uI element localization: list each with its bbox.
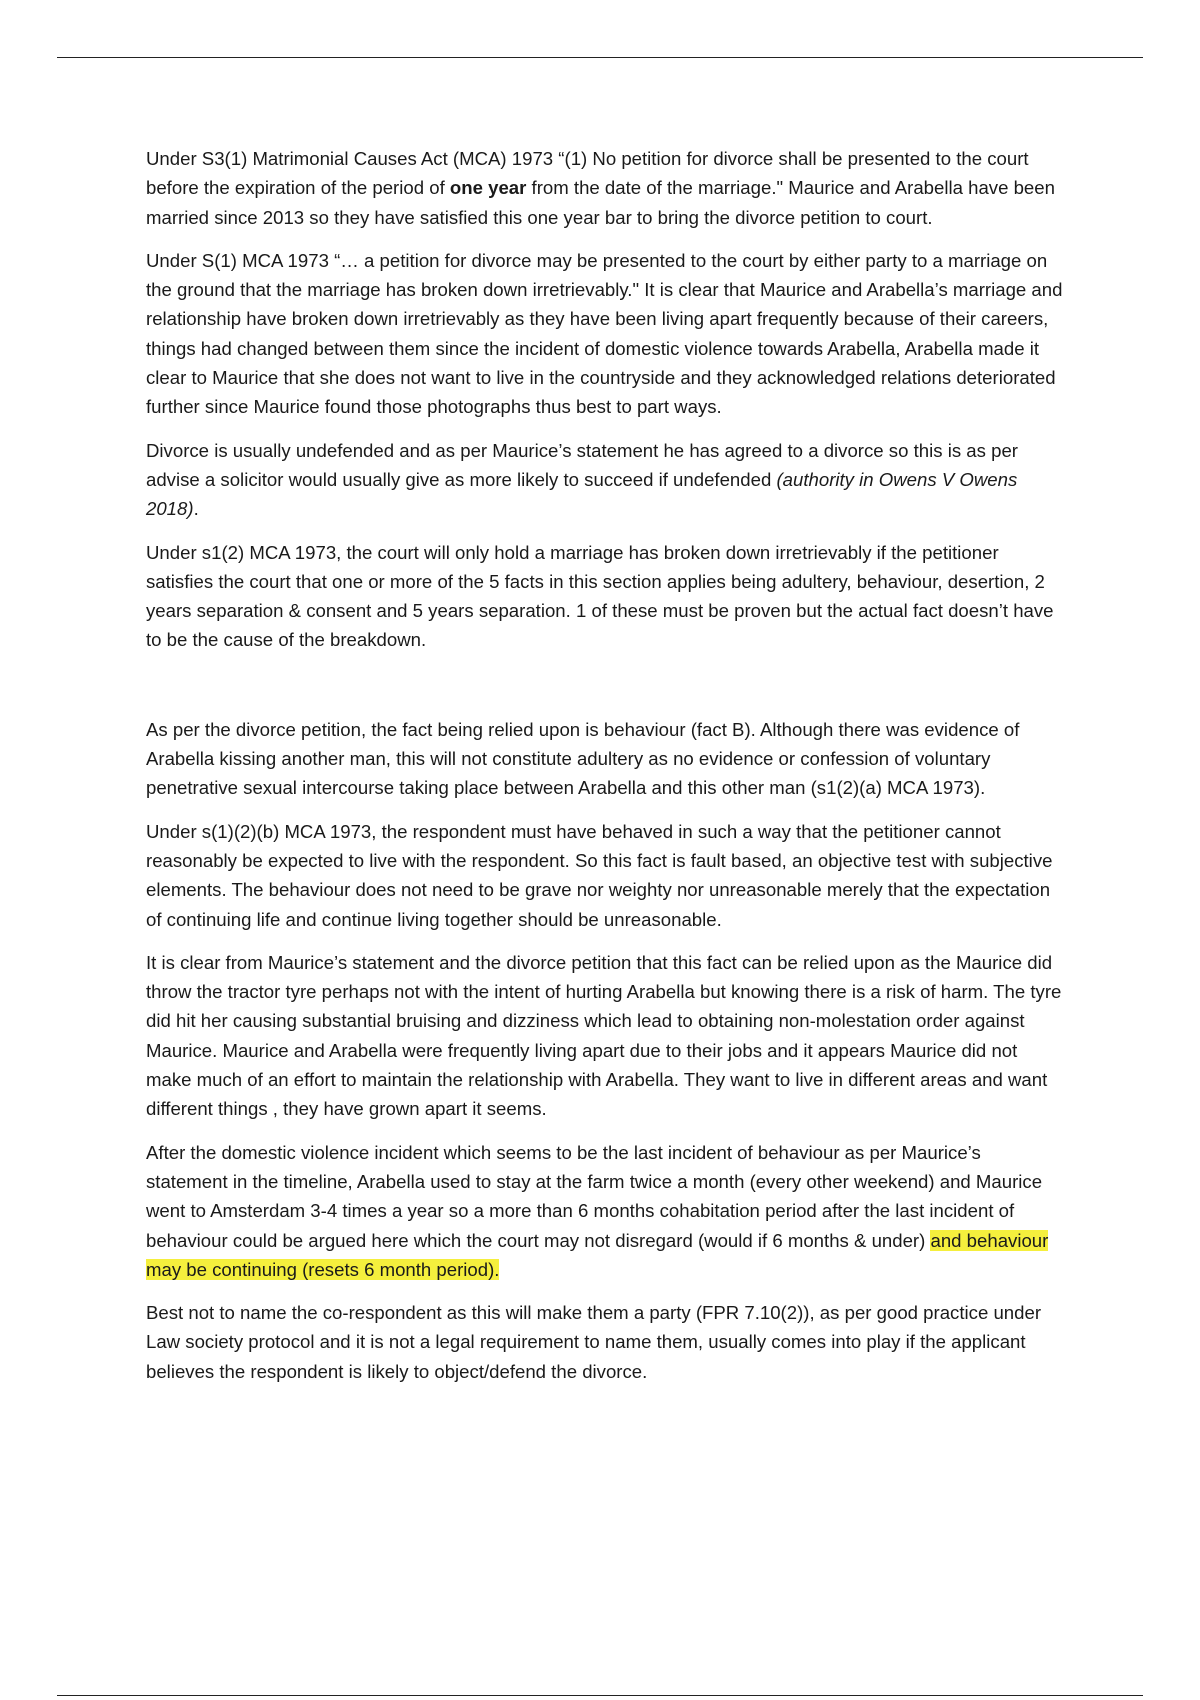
- p8-text-a: After the domestic violence incident which seems to be the last incident of behaviour as per Maurice’s statement in the timeline, Arabella used to stay at the farm twice a month (every other weekend) and Maurice went to Amsterdam 3-4 times a year so a more than 6 months cohabitation period after the last incident of behaviour could be argued here which the court may not disregard (would if 6 months & under): [146, 1141, 1043, 1251]
- p3-text-a: Divorce is usually undefended and as per Maurice’s statement he has agreed to a divorce so this is as per advise a solicitor would usually give as more likely to succeed if undefended: [146, 439, 1018, 490]
- p3-italic-authority: (authority in Owens V Owens 2018): [146, 468, 1018, 520]
- p3-text-c: .: [193, 498, 199, 520]
- document-body: [146, 144, 1066, 1400]
- p1-bold-one-year: one year: [449, 177, 527, 199]
- bottom-rule: [57, 1695, 1143, 1696]
- paragraph-tractor-tyre: It is clear from Maurice’s statement and the divorce petition that this fact can be relied upon as the Maurice did throw the tractor tyre perhaps not with the intent of hurting Arabella but knowing there is a risk of harm. The tyre did hit her causing substantial bruising and dizziness which lead to obtaining non-molestation order against Maurice. Maurice and Arabella were frequently living apart due to their jobs and it appears Maurice did not make much of an effort to maintain the relationship with Arabella. They want to live in different areas and want different things , they have grown apart it seems.: [146, 951, 1062, 1120]
- p8-highlighted-text: and behaviour may be continuing (resets 6 month period).: [146, 1229, 1049, 1280]
- paragraph-one-year-bar: [146, 144, 1066, 232]
- paragraph-cohabitation: [146, 1138, 1066, 1284]
- top-rule: [57, 57, 1143, 58]
- paragraph-fact-b: As per the divorce petition, the fact being relied upon is behaviour (fact B). Although there was evidence of Arabella kissing another man, this will not constitute adultery as no evidence or confession of voluntary penetrative sexual intercourse taking place between Arabella and this other man (s1(2)(a) MCA 1973).: [146, 718, 1020, 799]
- paragraph-five-facts: Under s1(2) MCA 1973, the court will only hold a marriage has broken down irretrievably if the petitioner satisfies the court that one or more of the 5 facts in this section applies being adultery, behaviour, desertion, 2 years separation & consent and 5 years separation. 1 of these must be proven but the actual fact doesn’t have to be the cause of the breakdown.: [146, 541, 1054, 651]
- paragraph-irretrievable-breakdown: Under S(1) MCA 1973 “… a petition for divorce may be presented to the court by either party to a marriage on the ground that the marriage has broken down irretrievably." It is clear that Maurice and Arabella’s marriage and relationship have broken down irretrievably as they have been living apart frequently because of their careers, things had changed between them since the incident of domestic violence towards Arabella, Arabella made it clear to Maurice that she does not want to live in the countryside and they acknowledged relations deteriorated further since Maurice found those photographs thus best to part ways.: [146, 249, 1063, 418]
- paragraph-behaviour-test: Under s(1)(2)(b) MCA 1973, the respondent must have behaved in such a way that the petitioner cannot reasonably be expected to live with the respondent. So this fact is fault based, an objective test with subjective elements. The behaviour does not need to be grave nor weighty nor unreasonable merely that the expectation of continuing life and continue living together should be unreasonable.: [146, 820, 1053, 930]
- paragraph-undefended: [146, 436, 1066, 524]
- p1-text-a: Under S3(1) Matrimonial Causes Act (MCA) 1973 “(1) No petition for divorce shall be presented to the court before the expiration of the period of: [146, 148, 1029, 199]
- p1-text-c: from the date of the marriage." Maurice and Arabella have been married since 2013 so they have satisfied this one year bar to bring the divorce petition to court.: [146, 177, 1055, 228]
- paragraph-co-respondent: Best not to name the co-respondent as this will make them a party (FPR 7.10(2)), as per good practice under Law society protocol and it is not a legal requirement to name them, usually comes into play if the applicant believes the respondent is likely to object/defend the divorce.: [146, 1302, 1042, 1382]
